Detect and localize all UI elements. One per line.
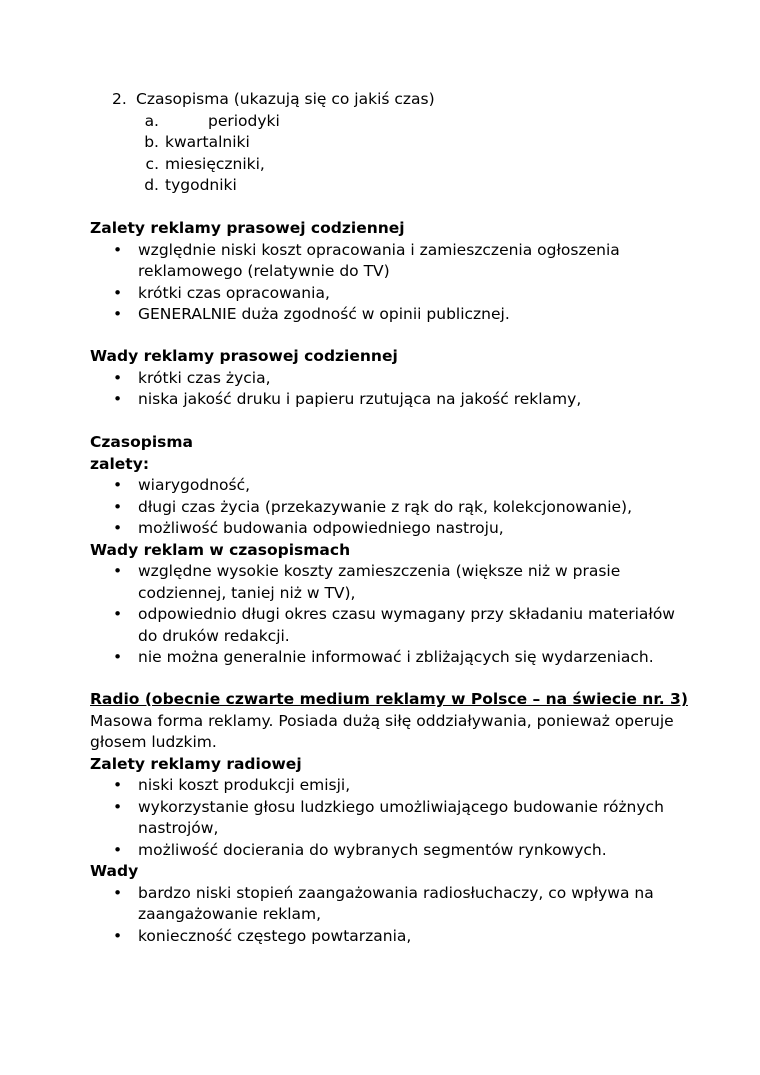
radio-section xyxy=(90,689,690,947)
section-heading: Wady reklamy prasowej codziennej xyxy=(90,347,398,365)
periodicals-sublist xyxy=(136,111,672,197)
section-heading: Wady xyxy=(90,862,139,880)
bullet-icon: • xyxy=(113,497,123,516)
section-heading: Zalety reklamy radiowej xyxy=(90,754,302,773)
section-heading: Radio (obecnie czwarte medium reklamy w Polsce – na świecie nr. 3) xyxy=(90,690,688,708)
list-item-text: wiarygodność, xyxy=(138,476,251,494)
section-heading: Zalety reklamy prasowej codziennej xyxy=(90,219,405,237)
list-item xyxy=(90,475,690,497)
bullet-icon: • xyxy=(113,648,123,666)
sublist-marker: a. xyxy=(144,111,159,130)
sublist-label: tygodniki xyxy=(165,176,237,194)
list-item-text: niski koszt produkcji emisji, xyxy=(138,776,351,794)
bullet-icon: • xyxy=(113,883,123,902)
sublist-marker: d. xyxy=(144,176,159,194)
bullet-list xyxy=(90,883,690,948)
sublist-label: kwartalniki xyxy=(165,133,250,151)
sublist-item xyxy=(136,111,672,133)
bullet-icon: • xyxy=(113,605,123,623)
sublist-item xyxy=(136,154,672,176)
list-item xyxy=(90,883,690,926)
paragraph: Masowa forma reklamy. Posiada dużą siłę oddziaływania, ponieważ operuje głosem ludzkim. xyxy=(90,711,674,751)
list-item-text: względne wysokie koszty zamieszczenia (większe niż w prasie codziennej, taniej niż w TV), xyxy=(138,562,621,602)
section-subheading: zalety: xyxy=(90,454,150,473)
list-item-text: możliwość docierania do wybranych segmentów rynkowych. xyxy=(138,840,607,859)
sublist-marker: c. xyxy=(145,154,159,173)
bullet-list xyxy=(90,561,690,669)
sublist-marker: b. xyxy=(144,133,159,151)
bullet-icon: • xyxy=(113,368,123,387)
list-item xyxy=(90,283,690,305)
list-item xyxy=(90,647,690,669)
press-cons-section xyxy=(90,346,690,411)
bullet-icon: • xyxy=(113,797,123,816)
bullet-icon: • xyxy=(113,519,123,537)
list-item xyxy=(90,604,690,647)
bullet-list xyxy=(90,368,690,411)
list-item-text: odpowiednio długi okres czasu wymagany przy składaniu materiałów do druków redakcji. xyxy=(138,605,675,645)
list-item xyxy=(90,926,690,948)
list-item-text: konieczność częstego powtarzania, xyxy=(138,926,412,945)
bullet-icon: • xyxy=(113,390,123,408)
periodicals-list xyxy=(112,89,672,197)
list-item xyxy=(112,89,672,111)
list-number: 2. xyxy=(112,90,127,108)
list-item xyxy=(90,240,690,283)
list-item xyxy=(90,840,690,862)
list-item-text: wykorzystanie głosu ludzkiego umożliwiającego budowanie różnych nastrojów, xyxy=(138,797,664,837)
list-item-text: krótki czas życia, xyxy=(138,368,271,387)
bullet-list xyxy=(90,475,690,540)
sublist-label: periodyki xyxy=(208,111,280,130)
list-item xyxy=(90,368,690,390)
bullet-icon: • xyxy=(113,926,123,945)
bullet-list xyxy=(90,775,690,861)
sublist-item xyxy=(136,175,672,197)
list-item-text: GENERALNIE duża zgodność w opinii publicznej. xyxy=(138,305,510,323)
list-item-text: nie można generalnie informować i zbliżających się wydarzeniach. xyxy=(138,648,654,666)
bullet-icon: • xyxy=(113,476,123,494)
list-item-text: względnie niski koszt opracowania i zamieszczenia ogłoszenia reklamowego (relatywnie do TV) xyxy=(138,240,620,280)
section-heading: Wady reklam w czasopismach xyxy=(90,540,351,559)
sublist-label: miesięczniki, xyxy=(165,154,265,173)
bullet-icon: • xyxy=(113,840,123,859)
list-item-text: krótki czas opracowania, xyxy=(138,283,330,302)
list-item xyxy=(90,304,690,326)
list-item-text: niska jakość druku i papieru rzutująca na jakość reklamy, xyxy=(138,390,582,408)
bullet-icon: • xyxy=(113,283,123,302)
list-item xyxy=(90,561,690,604)
bullet-list xyxy=(90,240,690,326)
bullet-icon: • xyxy=(113,240,123,259)
bullet-icon: • xyxy=(113,776,123,794)
list-item xyxy=(90,775,690,797)
list-item-text: długi czas życia (przekazywanie z rąk do rąk, kolekcjonowanie), xyxy=(138,497,633,516)
magazines-section xyxy=(90,432,690,669)
list-item-label: Czasopisma (ukazują się co jakiś czas) xyxy=(136,90,435,108)
list-item-text: możliwość budowania odpowiedniego nastroju, xyxy=(138,519,504,537)
bullet-icon: • xyxy=(113,562,123,580)
press-pros-section xyxy=(90,218,690,326)
list-item xyxy=(90,497,690,519)
list-item xyxy=(90,389,690,411)
bullet-icon: • xyxy=(113,305,123,323)
section-heading: Czasopisma xyxy=(90,433,193,451)
list-item-text: bardzo niski stopień zaangażowania radiosłuchaczy, co wpływa na zaangażowanie reklam, xyxy=(138,883,654,923)
list-item xyxy=(90,518,690,540)
sublist-item xyxy=(136,132,672,154)
list-item xyxy=(90,797,690,840)
